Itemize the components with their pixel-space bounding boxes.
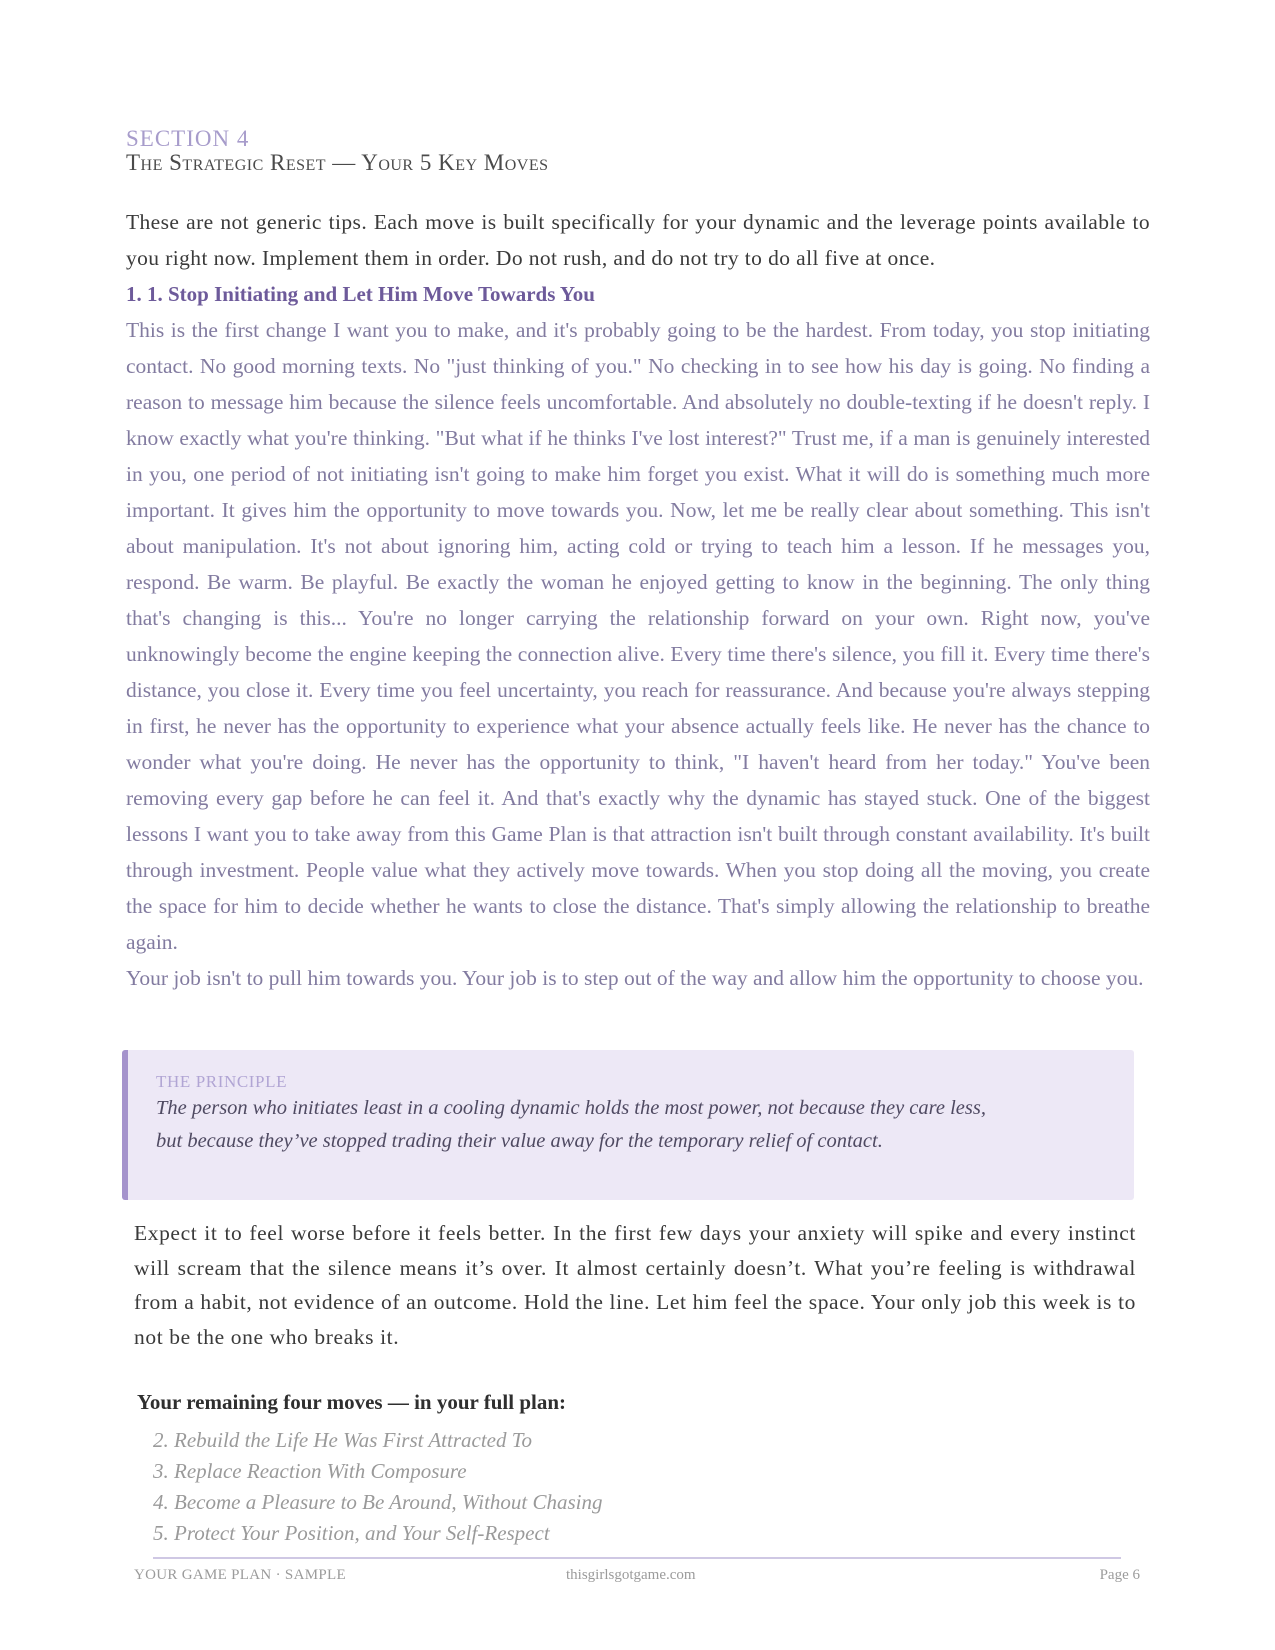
footer-website: thisgirlsgotgame.com (566, 1567, 696, 1583)
move-1-body (126, 312, 1150, 996)
footer-page-number: Page 6 (1099, 1567, 1140, 1583)
list-item: 5. Protect Your Position, and Your Self-Respect (153, 1521, 550, 1545)
section-label: SECTION 4 (126, 126, 250, 151)
list-item: 2. Rebuild the Life He Was First Attracted To (153, 1428, 532, 1452)
principle-quote-line: The person who initiates least in a cooling dynamic holds the most power, not because they care less, (156, 1097, 986, 1119)
principle-callout (122, 1050, 1134, 1200)
section-title: The Strategic Reset — Your 5 Key Moves (126, 150, 549, 175)
footer-divider (153, 1557, 1121, 1559)
remaining-moves-list (153, 1425, 603, 1549)
list-item: 4. Become a Pleasure to Be Around, Without Chasing (153, 1490, 603, 1514)
move-1-paragraph: This is the first change I want you to make, and it's probably going to be the hardest. From today, you stop initiating contact. No good morning texts. No "just thinking of you." No checking in to see how his day is going. No finding a reason to message him because the silence feels uncomfortable. And absolutely no double-texting if he doesn't reply. I know exactly what you're thinking. "But what if he thinks I've lost interest?" Trust me, if a man is genuinely interested in you, one period of not initiating isn't going to make him forget you exist. What it will do is something much more important. It gives him the opportunity to move towards you. Now, let me be really clear about something. This isn't about manipulation. It's not about ignoring him, acting cold or trying to teach him a lesson. If he messages you, respond. Be warm. Be playful. Be exactly the woman he enjoyed getting to know in the beginning. The only thing that's changing is this... You're no longer carrying the relationship forward on your own. Right now, you've unknowingly become the engine keeping the connection alive. Every time there's silence, you fill it. Every time there's distance, you close it. Every time you feel uncertainty, you reach for reassurance. And because you're always stepping in first, he never has the opportunity to experience what your absence actually feels like. He never has the chance to wonder what you're doing. He never has the opportunity to think, "I haven't heard from her today." You've been removing every gap before he can feel it. And that's exactly why the dynamic has stayed stuck. One of the biggest lessons I want you to take away from this Game Plan is that attraction isn't built through constant availability. It's built through investment. People value what they actively move towards. When you stop doing all the moving, you create the space for him to decide whether he wants to close the distance. That's simply allowing the relationship to breathe again. (126, 318, 1150, 954)
move-1-paragraph: Your job isn't to pull him towards you. Your job is to step out of the way and allow him the opportunity to choose you. (126, 966, 1144, 990)
expect-paragraph: Expect it to feel worse before it feels better. In the first few days your anxiety will spike and every instinct will scream that the silence means it’s over. It almost certainly doesn’t. What you’re feeling is withdrawal from a habit, not evidence of an outcome. Hold the line. Let him feel the space. Your only job this week is to not be the one who breaks it. (134, 1221, 1136, 1349)
list-item: 3. Replace Reaction With Composure (153, 1459, 467, 1483)
move-1-heading: 1. 1. Stop Initiating and Let Him Move Towards You (126, 282, 595, 306)
intro-paragraph: These are not generic tips. Each move is built specifically for your dynamic and the leverage points available to you right now. Implement them in order. Do not rush, and do not try to do all five at once. (126, 210, 1150, 270)
principle-quote (156, 1092, 1006, 1158)
footer-document-label: YOUR GAME PLAN · SAMPLE (134, 1567, 346, 1583)
remaining-moves-title: Your remaining four moves — in your full plan: (137, 1390, 567, 1414)
principle-label: THE PRINCIPLE (156, 1072, 288, 1091)
principle-quote-line: but because they’ve stopped trading their value away for the temporary relief of contact. (156, 1130, 883, 1152)
